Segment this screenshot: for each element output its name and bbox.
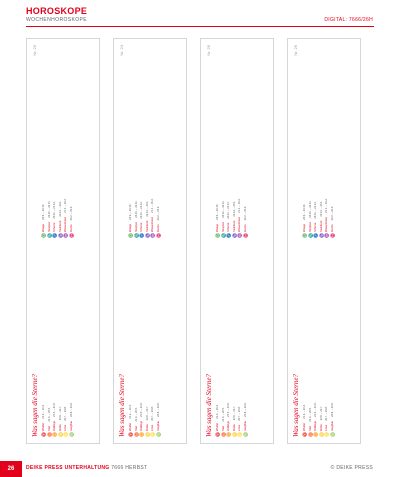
sign-name: Waage	[129, 223, 132, 232]
sign-dates: 21.1. – 19.2.	[238, 198, 241, 213]
sign-name: Fische	[69, 224, 73, 232]
sign-name: Jungfrau	[330, 420, 334, 431]
zodiac-icon: ♋	[144, 432, 150, 437]
sign-name: Krebs	[232, 424, 236, 431]
sign-name: Fische	[243, 224, 247, 232]
sign-dates: 22.6. – 22.7.	[319, 405, 323, 421]
sign-entry	[320, 45, 324, 238]
sign-entry	[64, 45, 68, 238]
zodiac-icon: ♐	[313, 233, 318, 238]
rotated-content	[288, 39, 360, 443]
sign-name: Schütze	[140, 222, 143, 232]
zodiac-icon: ♒	[150, 233, 155, 238]
zodiac-icon: ♋	[318, 432, 324, 437]
sign-name: Schütze	[53, 222, 56, 232]
zodiac-icon: ♋	[57, 432, 63, 437]
sign-entry	[309, 244, 313, 437]
sign-entry	[70, 244, 74, 437]
zodiac-icon: ♐	[52, 233, 57, 238]
sign-dates: 21.3. – 20.4.	[42, 404, 45, 419]
sign-name: Fische	[156, 224, 160, 232]
section-title: HOROSKOPE	[26, 6, 88, 16]
sign-name: Skorpion	[134, 221, 138, 232]
sign-entry	[238, 45, 242, 238]
page-number: 26	[0, 461, 22, 477]
sign-dates: 23.11. – 21.12.	[314, 201, 317, 219]
rotated-content	[201, 39, 273, 443]
sign-name: Wassermann	[325, 216, 328, 232]
sign-column	[303, 45, 336, 238]
zodiac-icon: ♑	[231, 233, 237, 238]
issue-number: Nr. 24	[119, 45, 124, 56]
sign-entry	[244, 45, 248, 238]
sign-dates: 22.6. – 22.7.	[232, 405, 236, 421]
sign-entry	[53, 244, 57, 437]
sign-dates: 21.4. – 20.5.	[47, 407, 51, 422]
sign-name: Skorpion	[308, 221, 312, 232]
horoscope-page	[287, 38, 361, 444]
sign-dates: 24.8. – 23.9.	[69, 402, 73, 417]
zodiac-icon: ♏	[307, 233, 313, 238]
sign-entry	[238, 244, 242, 437]
sign-dates: 22.6. – 22.7.	[145, 405, 149, 421]
zodiac-icon: ♈	[41, 432, 46, 437]
zodiac-icon: ♍	[68, 432, 74, 437]
sign-name: Zwillinge	[140, 420, 143, 431]
sign-dates: 21.4. – 20.5.	[221, 407, 225, 422]
sign-dates: 24.10. – 22.11.	[134, 200, 138, 218]
sign-entry	[48, 244, 52, 437]
sign-entry	[331, 45, 335, 238]
sign-name: Löwe	[151, 424, 154, 431]
issue-number: Nr. 26	[293, 45, 298, 56]
page-heading: Was sagen die Sterne?	[31, 374, 39, 437]
zodiac-icon: ♑	[318, 233, 324, 238]
sign-entry	[48, 45, 52, 238]
sign-name: Krebs	[58, 424, 62, 431]
sign-name: Krebs	[145, 424, 149, 431]
sign-dates: 20.2. – 20.3.	[156, 205, 160, 221]
sign-dates: 23.11. – 21.12.	[140, 201, 143, 219]
issue-number: Nr. 23	[32, 45, 37, 56]
zodiac-icon: ♋	[231, 432, 237, 437]
sign-name: Widder	[216, 422, 219, 431]
page-heading: Was sagen die Sterne?	[118, 374, 126, 437]
zodiac-icon: ♉	[46, 432, 52, 437]
sign-entry	[59, 244, 63, 437]
sign-entry	[244, 244, 248, 437]
footer-copyright: © DEIKE PRESS	[330, 465, 373, 471]
sign-dates: 24.9. – 23.10.	[303, 204, 306, 220]
sign-name: Jungfrau	[156, 420, 160, 431]
sign-dates: 23.7. – 23.8.	[325, 406, 328, 421]
sign-dates: 23.11. – 21.12.	[53, 201, 56, 219]
zodiac-icon: ♊	[139, 432, 144, 437]
sign-column	[42, 45, 75, 238]
sign-column	[129, 45, 162, 238]
sign-dates: 24.8. – 23.9.	[330, 402, 334, 417]
rotated-content	[27, 39, 99, 443]
footer-brand-name: DEIKE PRESS UNTERHALTUNG	[26, 465, 110, 471]
zodiac-icon: ♓	[242, 233, 248, 238]
sign-dates: 23.7. – 23.8.	[64, 406, 67, 421]
sign-name: Löwe	[238, 424, 241, 431]
sign-dates: 24.8. – 23.9.	[243, 402, 247, 417]
sign-dates: 21.5. – 21.6.	[314, 402, 317, 417]
sign-dates: 23.7. – 23.8.	[238, 406, 241, 421]
sign-dates: 21.5. – 21.6.	[227, 402, 230, 417]
sign-column	[42, 244, 75, 437]
sign-entry	[303, 244, 307, 437]
sign-name: Zwillinge	[227, 420, 230, 431]
sign-entry	[222, 244, 226, 437]
rotated-content	[114, 39, 186, 443]
sign-dates: 21.1. – 19.2.	[325, 198, 328, 213]
zodiac-icon: ♍	[155, 432, 161, 437]
sign-dates: 21.3. – 20.4.	[129, 404, 132, 419]
sign-name: Skorpion	[47, 221, 51, 232]
zodiac-icon: ♏	[133, 233, 139, 238]
sign-dates: 21.5. – 21.6.	[53, 402, 56, 417]
sign-entry	[151, 244, 155, 437]
sign-name: Steinbock	[145, 220, 149, 232]
sign-name: Stier	[134, 425, 138, 431]
sign-dates: 20.2. – 20.3.	[243, 205, 247, 221]
sign-entry	[146, 244, 150, 437]
sign-dates: 21.1. – 19.2.	[64, 198, 67, 213]
sign-column	[216, 45, 249, 238]
horoscope-page	[26, 38, 100, 444]
sign-name: Stier	[47, 425, 51, 431]
sign-entry	[233, 244, 237, 437]
sign-dates: 24.10. – 22.11.	[308, 200, 312, 218]
zodiac-icon: ♑	[144, 233, 150, 238]
zodiac-icon: ♍	[329, 432, 335, 437]
zodiac-icon: ♉	[307, 432, 313, 437]
zodiac-icon: ♏	[220, 233, 226, 238]
zodiac-icon: ♑	[57, 233, 63, 238]
sign-dates: 22.6. – 22.7.	[58, 405, 62, 421]
sign-name: Skorpion	[221, 221, 225, 232]
sign-entry	[140, 244, 144, 437]
sign-dates: 21.5. – 21.6.	[140, 402, 143, 417]
sign-name: Wassermann	[238, 216, 241, 232]
sign-dates: 21.3. – 20.4.	[216, 404, 219, 419]
sign-entry	[157, 45, 161, 238]
sign-entry	[70, 45, 74, 238]
sign-dates: 23.7. – 23.8.	[151, 406, 154, 421]
page-heading: Was sagen die Sterne?	[205, 374, 213, 437]
sign-name: Jungfrau	[243, 420, 247, 431]
sign-name: Fische	[330, 224, 334, 232]
digital-code: DIGITAL: 7666/26H	[324, 17, 373, 23]
zodiac-icon: ♎	[41, 233, 46, 238]
sign-dates: 22.12. – 20.1.	[232, 200, 236, 217]
sign-name: Jungfrau	[69, 420, 73, 431]
sign-entry	[151, 45, 155, 238]
zodiac-icon: ♈	[128, 432, 133, 437]
header-rule	[26, 26, 374, 27]
sign-name: Waage	[303, 223, 306, 232]
sign-entry	[42, 45, 46, 238]
sign-column	[303, 244, 336, 437]
zodiac-icon: ♌	[150, 432, 155, 437]
sign-name: Waage	[216, 223, 219, 232]
sign-dates: 20.2. – 20.3.	[69, 205, 73, 221]
sign-name: Schütze	[227, 222, 230, 232]
zodiac-icon: ♒	[63, 233, 68, 238]
sign-name: Steinbock	[58, 220, 62, 232]
sign-name: Steinbock	[319, 220, 323, 232]
sign-dates: 24.9. – 23.10.	[42, 204, 45, 220]
sign-entry	[227, 244, 231, 437]
zodiac-icon: ♓	[155, 233, 161, 238]
zodiac-icon: ♌	[324, 432, 329, 437]
issue-number: Nr. 25	[206, 45, 211, 56]
sign-dates: 23.11. – 21.12.	[227, 201, 230, 219]
sign-name: Widder	[42, 422, 45, 431]
sign-entry	[227, 45, 231, 238]
sign-dates: 24.9. – 23.10.	[129, 204, 132, 220]
zodiac-icon: ♓	[68, 233, 74, 238]
sign-dates: 22.12. – 20.1.	[145, 200, 149, 217]
zodiac-icon: ♈	[215, 432, 220, 437]
sign-entry	[129, 244, 133, 437]
sign-entry	[331, 244, 335, 437]
sign-name: Krebs	[319, 424, 323, 431]
zodiac-icon: ♍	[242, 432, 248, 437]
sign-entry	[309, 45, 313, 238]
zodiac-icon: ♏	[46, 233, 52, 238]
horoscope-page	[200, 38, 274, 444]
zodiac-icon: ♎	[128, 233, 133, 238]
sign-entry	[53, 45, 57, 238]
sign-dates: 24.10. – 22.11.	[221, 200, 225, 218]
sign-name: Widder	[303, 422, 306, 431]
sign-name: Steinbock	[232, 220, 236, 232]
sign-name: Zwillinge	[314, 420, 317, 431]
zodiac-icon: ♉	[133, 432, 139, 437]
sign-name: Stier	[308, 425, 312, 431]
sign-dates: 21.4. – 20.5.	[308, 407, 312, 422]
zodiac-icon: ♎	[215, 233, 220, 238]
horoscope-page	[113, 38, 187, 444]
footer-brand	[26, 465, 147, 471]
sign-dates: 24.8. – 23.9.	[156, 402, 160, 417]
zodiac-icon: ♈	[302, 432, 307, 437]
page-heading: Was sagen die Sterne?	[292, 374, 300, 437]
sign-dates: 20.2. – 20.3.	[330, 205, 334, 221]
sign-entry	[140, 45, 144, 238]
sign-entry	[129, 45, 133, 238]
sign-entry	[314, 45, 318, 238]
sign-entry	[135, 244, 139, 437]
section-subtitle: WOCHENHOROSKOPE	[26, 17, 88, 23]
zodiac-icon: ♊	[52, 432, 57, 437]
zodiac-icon: ♊	[313, 432, 318, 437]
sign-name: Zwillinge	[53, 420, 56, 431]
sign-dates: 24.9. – 23.10.	[216, 204, 219, 220]
sign-entry	[233, 45, 237, 238]
sign-dates: 21.3. – 20.4.	[303, 404, 306, 419]
footer-brand-suffix: 7666 HERBST	[111, 465, 148, 471]
sign-entry	[157, 244, 161, 437]
sign-entry	[42, 244, 46, 437]
zodiac-icon: ♎	[302, 233, 307, 238]
sign-entry	[314, 244, 318, 437]
zodiac-icon: ♌	[63, 432, 68, 437]
sign-dates: 24.10. – 22.11.	[47, 200, 51, 218]
sign-name: Wassermann	[64, 216, 67, 232]
sign-dates: 21.4. – 20.5.	[134, 407, 138, 422]
zodiac-icon: ♒	[237, 233, 242, 238]
sign-entry	[135, 45, 139, 238]
sign-entry	[64, 244, 68, 437]
zodiac-icon: ♊	[226, 432, 231, 437]
sign-column	[129, 244, 162, 437]
sign-entry	[216, 244, 220, 437]
sign-entry	[325, 244, 329, 437]
zodiac-icon: ♌	[237, 432, 242, 437]
sign-dates: 22.12. – 20.1.	[58, 200, 62, 217]
sign-name: Wassermann	[151, 216, 154, 232]
sign-name: Löwe	[64, 424, 67, 431]
sign-entry	[59, 45, 63, 238]
sign-entry	[146, 45, 150, 238]
zodiac-icon: ♓	[329, 233, 335, 238]
zodiac-icon: ♒	[324, 233, 329, 238]
sign-entry	[222, 45, 226, 238]
zodiac-icon: ♐	[226, 233, 231, 238]
sign-name: Löwe	[325, 424, 328, 431]
zodiac-icon: ♐	[139, 233, 144, 238]
sign-entry	[325, 45, 329, 238]
sign-name: Schütze	[314, 222, 317, 232]
sign-column	[216, 244, 249, 437]
sign-dates: 21.1. – 19.2.	[151, 198, 154, 213]
sign-dates: 22.12. – 20.1.	[319, 200, 323, 217]
sign-name: Waage	[42, 223, 45, 232]
sign-name: Stier	[221, 425, 225, 431]
zodiac-icon: ♉	[220, 432, 226, 437]
sign-entry	[216, 45, 220, 238]
sign-name: Widder	[129, 422, 132, 431]
sign-entry	[303, 45, 307, 238]
sign-entry	[320, 244, 324, 437]
